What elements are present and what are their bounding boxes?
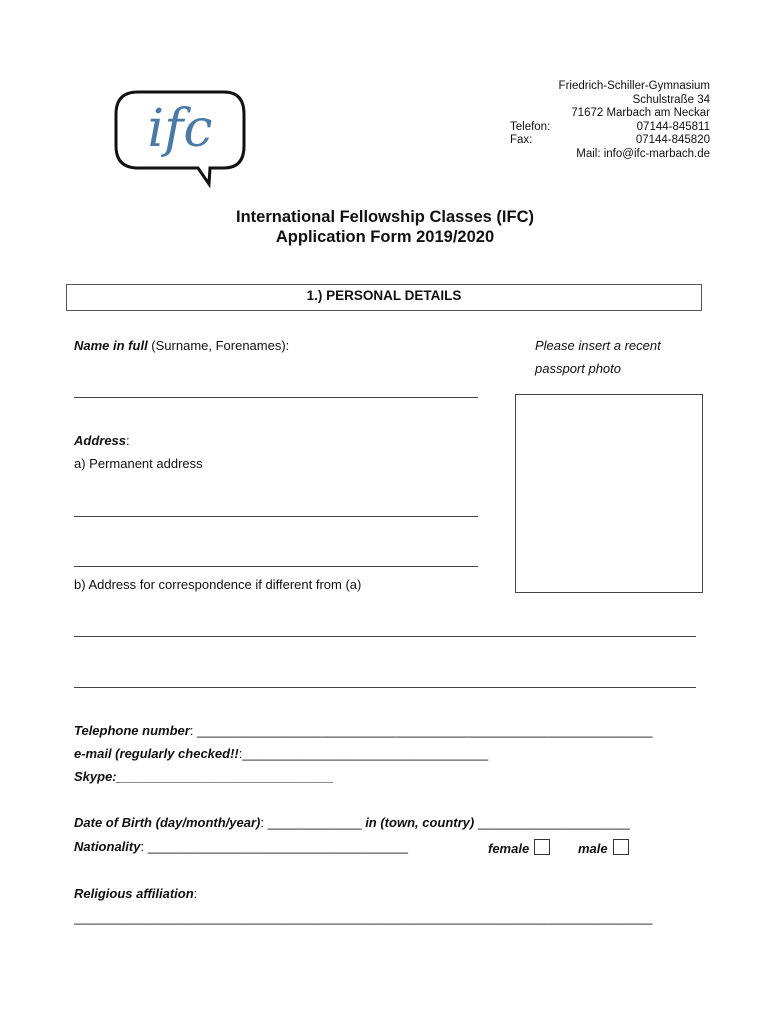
passport-photo-box[interactable] xyxy=(515,394,703,593)
email-line: :__________________________________ xyxy=(238,746,489,761)
birthplace-line: _____________________ xyxy=(474,815,630,830)
nationality-field[interactable] xyxy=(74,839,408,855)
email-field[interactable] xyxy=(74,746,488,762)
phone-label: Telefon: xyxy=(510,120,551,133)
section-heading: 1.) PERSONAL DETAILS xyxy=(66,284,702,311)
phone-row xyxy=(510,121,710,135)
female-option[interactable] xyxy=(488,839,550,857)
title-line-1: International Fellowship Classes (IFC) xyxy=(236,208,534,226)
school-name: Friedrich-Schiller-Gymnasium xyxy=(558,80,710,92)
fax-row xyxy=(510,134,710,148)
nationality-label: Nationality xyxy=(74,839,141,854)
email-label: e-mail (regularly checked!! xyxy=(74,746,239,761)
photo-hint-line-1: Please insert a recent xyxy=(535,338,661,353)
ifc-logo xyxy=(108,88,248,188)
dob-label: Date of Birth (day/month/year) xyxy=(74,815,261,830)
correspondence-address-label: b) Address for correspondence if different from (a) xyxy=(74,577,362,592)
permanent-address-label: a) Permanent address xyxy=(74,456,203,471)
permanent-address-line-1[interactable] xyxy=(74,516,478,517)
fax-number: 07144-845820 xyxy=(635,134,710,146)
address-colon: : xyxy=(126,433,130,448)
dob-line: : _____________ xyxy=(260,815,366,830)
female-label: female xyxy=(488,841,530,856)
name-hint: (Surname, Forenames): xyxy=(147,338,290,353)
nationality-line: : ____________________________________ xyxy=(140,839,408,854)
religion-label: Religious affiliation xyxy=(74,886,194,901)
skype-field[interactable] xyxy=(74,769,334,785)
skype-line: ______________________________ xyxy=(116,769,334,784)
birthplace-label: in (town, country) xyxy=(365,815,475,830)
title-line-2: Application Form 2019/2020 xyxy=(275,228,495,246)
female-checkbox[interactable] xyxy=(534,839,550,855)
photo-hint-line-2: passport photo xyxy=(535,361,622,376)
school-address xyxy=(510,80,710,161)
skype-label: Skype: xyxy=(74,769,117,784)
school-mail: Mail: info@ifc-marbach.de xyxy=(576,147,710,160)
male-label: male xyxy=(578,841,608,856)
name-label: Name in full xyxy=(74,338,148,353)
telephone-line: : _______________________________________________________________ xyxy=(189,723,653,738)
correspondence-address-line-1[interactable] xyxy=(74,636,696,637)
permanent-address-line-2[interactable] xyxy=(74,566,478,567)
birth-details-row[interactable] xyxy=(74,815,630,831)
school-city: 71672 Marbach am Neckar xyxy=(571,107,710,119)
fax-label: Fax: xyxy=(510,134,533,146)
religion-heading xyxy=(74,886,197,902)
name-input-line[interactable] xyxy=(74,397,478,398)
school-street: Schulstraße 34 xyxy=(632,93,710,106)
address-label: Address xyxy=(74,433,127,448)
phone-number: 07144-845811 xyxy=(636,120,710,133)
religion-input-line[interactable]: ________________________________________________________________________________ xyxy=(74,910,653,925)
logo-text: ifc xyxy=(147,99,213,159)
address-heading xyxy=(74,433,130,449)
correspondence-address-line-2[interactable] xyxy=(74,687,696,688)
form-title xyxy=(0,207,770,247)
name-field-label xyxy=(74,338,289,354)
religion-colon: : xyxy=(193,886,198,901)
telephone-field[interactable] xyxy=(74,723,653,739)
telephone-label: Telephone number xyxy=(74,723,190,738)
male-checkbox[interactable] xyxy=(613,839,629,855)
male-option[interactable] xyxy=(578,839,629,857)
